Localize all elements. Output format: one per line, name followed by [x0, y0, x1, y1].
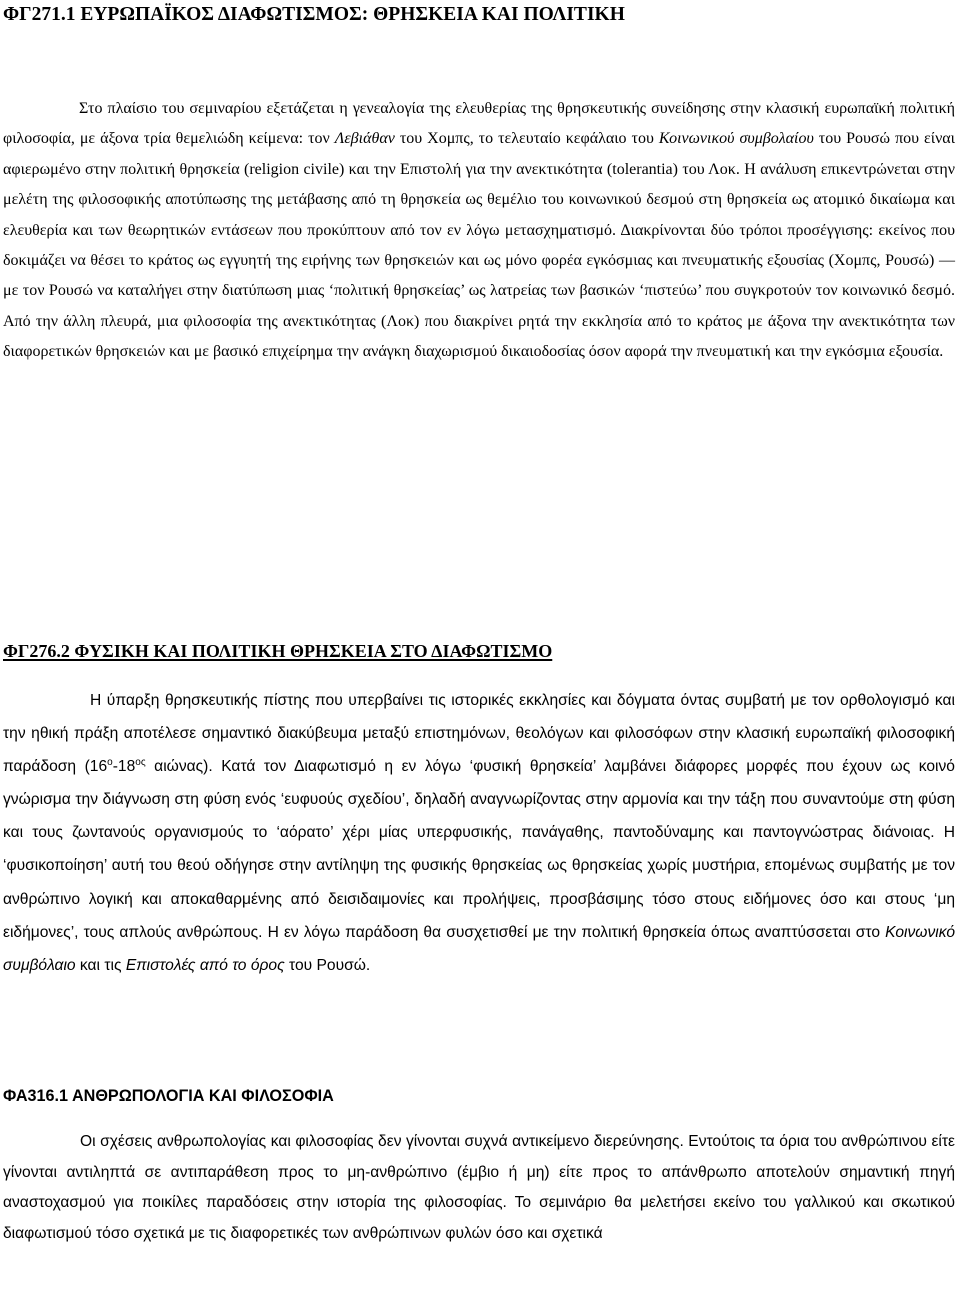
description-text: Η ύπαρξη θρησκευτικής πίστης που υπερβαίνει τις ιστορικές εκκλησίες και δόγματα όντας συμβατή με τον ορθολογισμό και την ηθική πράξη αποτέλεσε σημαντικό διακύβευμα μεταξύ επιστημόνων, θεολόγων και φιλοσόφων στην κλασική ευρωπαϊκή φιλοσοφική παράδοση (16 — [3, 692, 955, 776]
course-description — [3, 684, 955, 982]
course-description — [3, 94, 955, 368]
work-title-letters-from-mountain: Επιστολές από το όρος — [125, 956, 285, 974]
description-text: και τις — [75, 956, 126, 974]
work-title-social-contract: Κοινωνικού συμβολαίου — [658, 130, 814, 148]
description-text: Οι σχέσεις ανθρωπολογίας και φιλοσοφίας δεν γίνονται συχνά αντικείμενο διερεύνησης. Εντούτοις τα όρια του ανθρώπινου είτε γίνονται αντιληπτά σε αντιπαράθεση προς το μη-ανθρώπινο (έμβιο ή μη) είτε προς το απάνθρωπο αποτελούν σημαντική πηγή αναστοχασμού για ποικίλες παραδόσεις στην ιστορία της φιλοσοφίας. Το σεμινάριο θα μελετήσει εκείνο του γαλλικού και σκωτικού διαφωτισμού τόσο σχετικά με τις διαφορετικές των ανθρώπινων φυλών όσο και σχετικά — [3, 1133, 955, 1242]
description-text: -18 — [112, 758, 136, 776]
work-title-social-contract: Κοινωνικό συμβόλαιο — [3, 923, 955, 974]
description-text: του Ρουσώ. — [284, 956, 371, 974]
description-text: του Χομπς, το τελευταίο κεφάλαιο του — [394, 130, 659, 148]
course-heading: ΦΓ271.1 ΕΥΡΩΠΑΪΚΟΣ ΔΙΑΦΩΤΙΣΜΟΣ: ΘΡΗΣΚΕΙΑ ΚΑΙ ΠΟΛΙΤΙΚΗ — [3, 4, 625, 25]
course-heading: ΦΑ316.1 ΑΝΘΡΩΠΟΛΟΓΙΑ ΚΑΙ ΦΙΛΟΣΟΦΙΑ — [3, 1087, 334, 1105]
course-section-fa316 — [3, 1083, 955, 1249]
work-title-leviathan: Λεβιάθαν — [334, 130, 395, 148]
course-description — [3, 1127, 955, 1249]
superscript-ordinal: ος — [135, 757, 146, 769]
superscript-ordinal: ο — [107, 757, 113, 769]
description-text: αιώνας). Κατά τον Διαφωτισμό η εν λόγω ‘φυσική θρησκεία’ λαμβάνει διάφορες μορφές που έχουν ως κοινό γνώρισμα την διάγνωση στη φύση ενός ‘ευφυούς σχεδίου’, δηλαδή αναγνωρίζοντας στην αρμονία και την τάξη που συναντούμε στη φύση και τους ζωντανούς οργανισμούς το ‘αόρατο’ χέρι μίας υπερφυσικής, πανάγαθης, παντοδύναμης και παντογνώστρας διάνοιας. Η ‘φυσικοποίηση’ αυτή του θεού οδήγησε στην αντίληψη της φυσικής θρησκείας ως θρησκείας χωρίς μυστήρια, επομένως συμβατής με τον ανθρώπινο λογική και αποκαθαρμένης από δεισιδαιμονίες και προλήψεις, προσβάσιμης τόσο στους ειδήμονες όσο και στους ‘μη ειδήμονες’, τους απλούς ανθρώπους. Η εν λόγω παράδοση θα συσχετισθεί με την πολιτική θρησκεία όπως αναπτύσσεται στο — [3, 758, 955, 941]
description-text: του Ρουσώ που είναι αφιερωμένο στην πολιτική θρησκεία (religion civile) και την Επιστολή για την ανεκτικότητα (tolerantia) του Λοκ. Η ανάλυση επικεντρώνεται στην μελέτη της φιλοσοφικής αποτύπωσης της μετάβασης από τη θρησκεία ως θεμέλιο του κοινωνικού δεσμού στη θρησκεία ως ατομικό δικαίωμα και ελευθερία και των θεωρητικών εντάσεων που προκύπτουν από τον εν λόγω μετασχηματισμό. Διακρίνονται δύο τρόποι προσέγγισης: εκείνος που δοκιμάζει να θέσει το κράτος ως εγγυητή της ειρήνης των θρησκειών και ως μόνο φορέα εγκόσμιας και πνευματικής εξουσίας (Χομπς, Ρουσώ) ― με τον Ρουσώ να καταλήγει στην διατύπωση μιας ‘πολιτική θρησκείας’ ως λατρείας των βασικών ‘πιστεύω’ που συγκροτούν τον κοινωνικό δεσμό. Από την άλλη πλευρά, μια φιλοσοφία της ανεκτικότητας (Λοκ) που διακρίνει ρητά την εκκλησία από το κράτος με άξονα την ανεκτικότητα των διαφορετικών θρησκειών και με βασικό επιχείρημα την ανάγκη διαχωρισμού δικαιοδοσίας όσον αφορά την πνευματική και την εγκόσμια εξουσία. — [3, 130, 955, 361]
description-text: Στο πλαίσιο του σεμιναρίου εξετάζεται η γενεαλογία της ελευθερίας της θρησκευτικής συνείδησης στην κλασική ευρωπαϊκή πολιτική φιλοσοφία, με άξονα τρία θεμελιώδη κείμενα: τον — [3, 100, 955, 148]
course-section-fg276 — [3, 638, 955, 982]
course-section-fg271 — [3, 2, 955, 368]
course-heading: ΦΓ276.2 ΦΥΣΙΚΗ ΚΑΙ ΠΟΛΙΤΙΚΗ ΘΡΗΣΚΕΙΑ ΣΤΟ ΔΙΑΦΩΤΙΣΜΟ — [3, 641, 553, 661]
